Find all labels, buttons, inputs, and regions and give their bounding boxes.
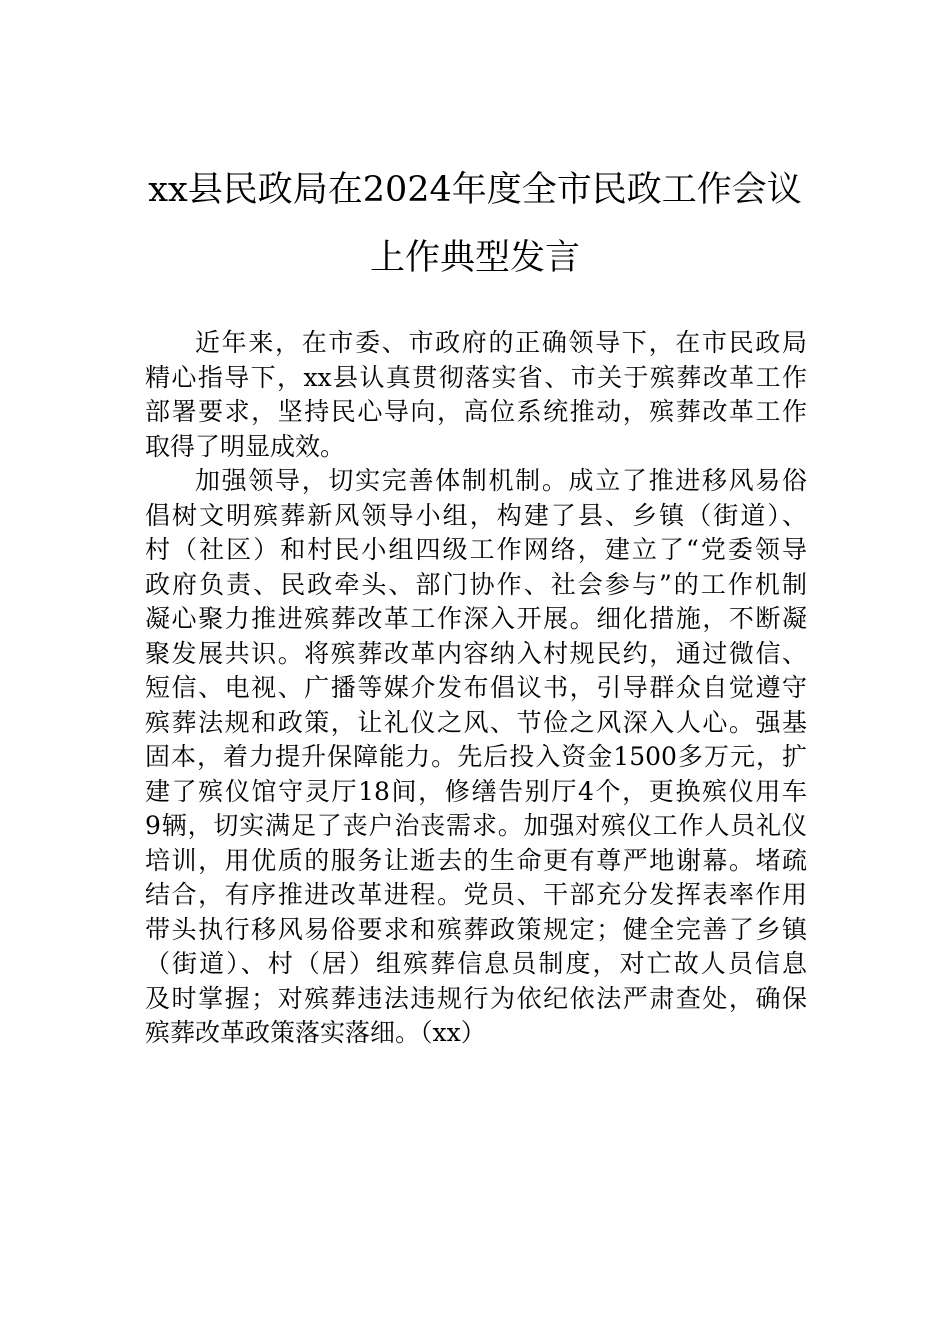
paragraph-line: 9辆，切实满足了丧户治丧需求。加强对殡仪工作人员礼仪 [145, 811, 807, 840]
paragraph-line: （街道）、村（居）组殡葬信息员制度，对亡故人员信息 [145, 949, 807, 978]
paragraph-line: 培训，用优质的服务让逝去的生命更有尊严地谢幕。堵疏 [145, 845, 807, 875]
paragraph-line: 结合，有序推进改革进程。党员、干部充分发挥表率作用 [145, 880, 807, 909]
paragraph-line: 倡树文明殡葬新风领导小组，构建了县、乡镇（街道）、 [145, 500, 807, 530]
paragraph-line: 取得了明显成效。 [145, 431, 346, 461]
paragraph-line: 建了殡仪馆守灵厅18间，修缮告别厅4个，更换殡仪用车 [145, 776, 807, 806]
paragraph-line: 部署要求，坚持民心导向，高位系统推动，殡葬改革工作 [145, 397, 807, 426]
paragraph-line: 加强领导，切实完善体制机制。成立了推进移风易俗 [195, 466, 807, 495]
paragraph-line: 村（社区）和村民小组四级工作网络，建立了“党委领导 [145, 535, 807, 564]
paragraph-2 [145, 464, 807, 1051]
paragraph-line: 政府负责、民政牵头、部门协作、社会参与”的工作机制 [145, 569, 807, 599]
paragraph-line: 固本，着力提升保障能力。先后投入资金1500多万元，扩 [145, 742, 807, 771]
paragraph-line: 精心指导下，xx县认真贯彻落实省、市关于殡葬改革工作 [145, 362, 807, 392]
paragraph-line: 聚发展共识。将殡葬改革内容纳入村规民约，通过微信、 [145, 638, 807, 668]
paragraph-line: 带头执行移风易俗要求和殡葬政策规定；健全完善了乡镇 [145, 914, 807, 944]
paragraph-line: 及时掌握；对殡葬违法违规行为依纪依法严肃查处，确保 [145, 983, 807, 1013]
paragraph-line: 凝心聚力推进殡葬改革工作深入开展。细化措施，不断凝 [145, 604, 807, 633]
document-title-line-1: xx县民政局在2024年度全市民政工作会议 [148, 170, 802, 210]
document-title-line-2: 上作典型发言 [369, 238, 580, 278]
paragraph-line: 近年来，在市委、市政府的正确领导下，在市民政局 [195, 328, 807, 357]
paragraph-1 [145, 326, 807, 464]
document-body [145, 326, 807, 1051]
paragraph-line: 殡葬改革政策落实落细。（xx） [145, 1018, 486, 1047]
paragraph-line: 短信、电视、广播等媒介发布倡议书，引导群众自觉遵守 [145, 673, 807, 702]
paragraph-line: 殡葬法规和政策，让礼仪之风、节俭之风深入人心。强基 [145, 707, 807, 737]
